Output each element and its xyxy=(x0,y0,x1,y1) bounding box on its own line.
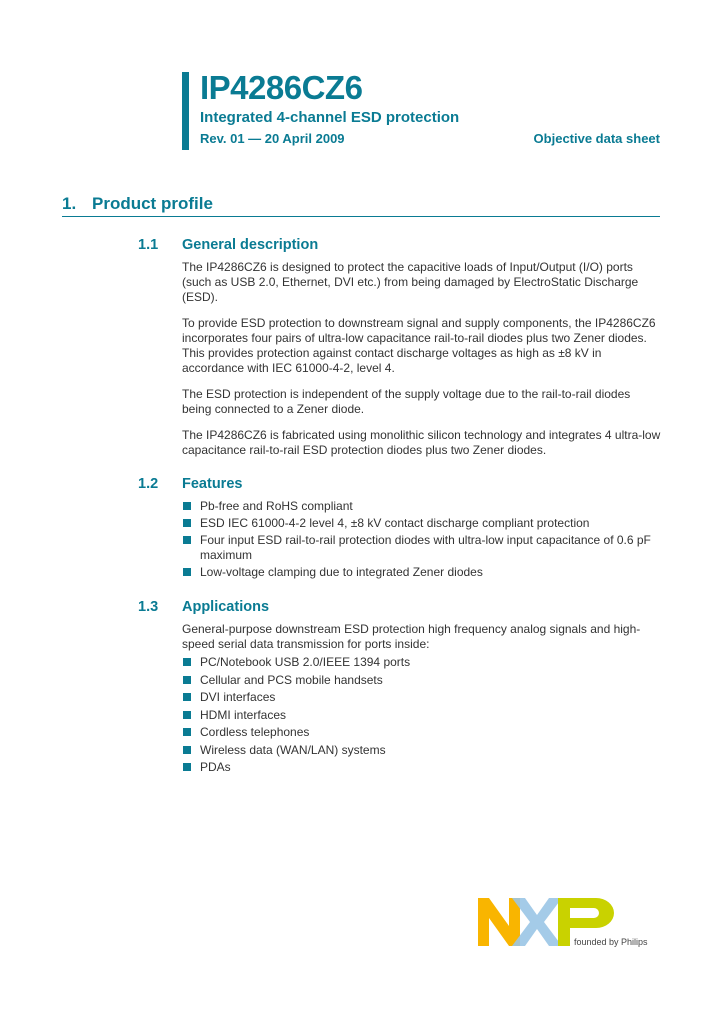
list-item xyxy=(182,673,662,688)
list-item-text: PDAs xyxy=(200,760,231,774)
list-item xyxy=(182,708,662,723)
bullet-icon xyxy=(183,763,191,771)
list-item-text: Four input ESD rail-to-rail protection diodes with ultra-low input capacitance of 0.6 pF maximum xyxy=(200,533,651,562)
title-accent-bar xyxy=(182,72,189,150)
list-item xyxy=(182,516,662,531)
list-item xyxy=(182,565,662,580)
list-item xyxy=(182,655,662,670)
bullet-icon xyxy=(183,676,191,684)
list-item-text: HDMI interfaces xyxy=(200,707,287,722)
bullet-icon xyxy=(183,693,191,701)
description-paragraph: The ESD protection is independent of the supply voltage due to the rail-to-rail diodes being connected to a Zener diode. xyxy=(182,387,631,416)
list-item-text: Wireless data (WAN/LAN) systems xyxy=(200,742,386,757)
subsection-number: 1.2 xyxy=(138,476,159,492)
list-item xyxy=(182,743,662,758)
subsection-number: 1.3 xyxy=(138,599,159,615)
list-item xyxy=(182,760,662,775)
bullet-icon xyxy=(183,658,191,666)
document-subtitle: Integrated 4-channel ESD protection xyxy=(200,109,460,126)
bullet-icon xyxy=(183,568,191,576)
list-item-text: Cordless telephones xyxy=(200,725,310,739)
description-paragraph: The IP4286CZ6 is fabricated using monolithic silicon technology and integrates 4 ultra-low capacitance rail-to-rail ESD protection diodes plus two Zener diodes. xyxy=(182,428,661,457)
product-name: IP4286CZ6 xyxy=(200,69,363,106)
description-paragraph: To provide ESD protection to downstream signal and supply components, the IP4286CZ6 incorporates four pairs of ultra-low capacitance rail-to-rail diodes plus two Zener diodes. This provides protection against contact discharge voltages as high as ±8 kV in accordance with IEC 61000-4-2, level 4. xyxy=(182,316,656,375)
subsection-number: 1.1 xyxy=(138,237,159,253)
section-heading xyxy=(62,194,213,214)
features-list xyxy=(182,499,662,580)
subsection-title: General description xyxy=(182,237,319,253)
list-item-text: Low-voltage clamping due to integrated Zener diodes xyxy=(200,565,483,579)
section-title: Product profile xyxy=(92,194,213,213)
bullet-icon xyxy=(183,746,191,754)
bullet-icon xyxy=(183,711,191,719)
applications-heading xyxy=(138,598,269,616)
subsection-title: Applications xyxy=(182,599,270,615)
list-item-text: ESD IEC 61000-4-2 level 4, ±8 kV contact discharge compliant protection xyxy=(200,516,590,530)
logo-letter-n xyxy=(478,898,520,946)
list-item-text: DVI interfaces xyxy=(200,690,276,704)
document-type: Objective data sheet xyxy=(533,131,660,146)
revision-info: Rev. 01 — 20 April 2009 xyxy=(200,131,345,146)
applications-intro: General-purpose downstream ESD protection high frequency analog signals and high-speed serial data transmission for ports inside: xyxy=(182,622,641,651)
subsection-title: Features xyxy=(182,476,243,492)
bullet-icon xyxy=(183,519,191,527)
list-item-text: PC/Notebook USB 2.0/IEEE 1394 ports xyxy=(200,655,411,669)
description-paragraph: The IP4286CZ6 is designed to protect the capacitive loads of Input/Output (I/O) ports (such as USB 2.0, Ethernet, DVI etc.) from being damaged by ElectroStatic Discharge (ESD). xyxy=(182,260,639,304)
bullet-icon xyxy=(183,502,191,510)
list-item-text: Cellular and PCS mobile handsets xyxy=(200,672,383,687)
list-item-text: Pb-free and RoHS compliant xyxy=(200,499,353,513)
list-item xyxy=(182,533,662,563)
section-divider xyxy=(62,216,660,217)
list-item xyxy=(182,690,662,705)
logo-tagline: founded by Philips xyxy=(574,937,648,947)
list-item xyxy=(182,725,662,740)
list-item xyxy=(182,499,662,514)
section-number: 1. xyxy=(62,194,77,213)
bullet-icon xyxy=(183,728,191,736)
applications-list xyxy=(182,655,662,775)
features-heading xyxy=(138,475,242,493)
general-description-heading xyxy=(138,236,318,254)
bullet-icon xyxy=(183,536,191,544)
